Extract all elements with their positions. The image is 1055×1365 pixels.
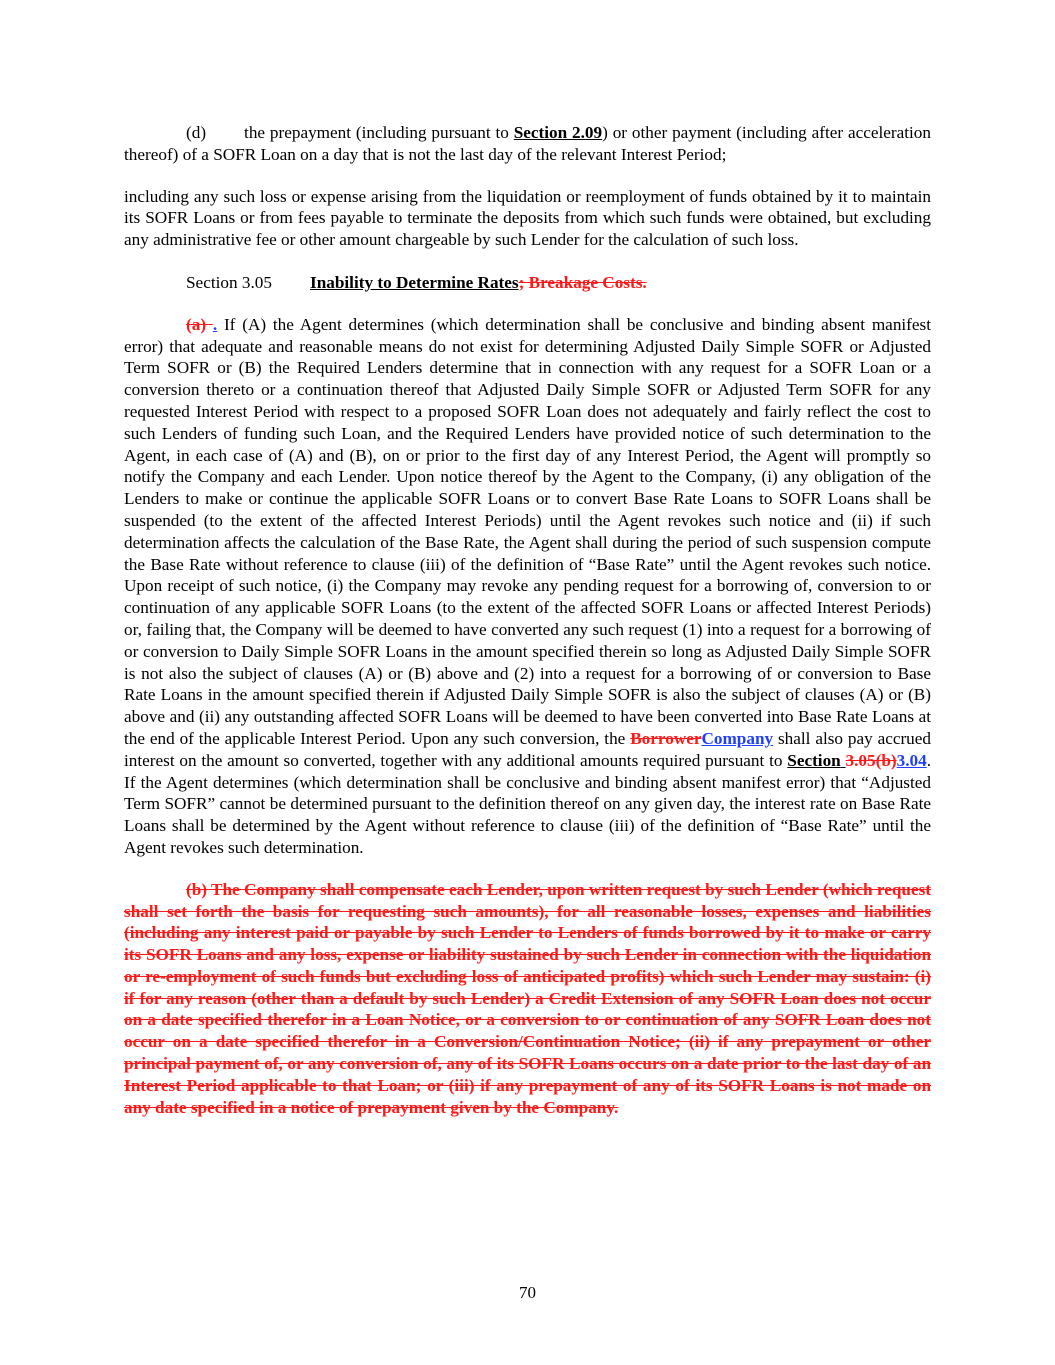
paragraph-a-text-2: shall also pay accrued interest on the amount so converted, together with any additional amounts required pursuant to bbox=[124, 728, 931, 770]
section-reference-label[interactable]: Section bbox=[787, 750, 841, 770]
section-number: Section 3.05 bbox=[186, 272, 272, 292]
inserted-period: . bbox=[212, 314, 218, 334]
deleted-borrower: Borrower bbox=[630, 728, 702, 748]
deleted-title-text: ; Breakage Costs. bbox=[518, 272, 647, 292]
deleted-paragraph-b: (b) The Company shall compensate each Lender, upon written request by such Lender (which request shall set forth the basis for requesting such amounts), for all reasonable losses, expenses and liabilities (including any interest paid or payable by such Lender to Lenders of funds borrowed by it to make or carry its SOFR Loans and any loss, expense or liability sustained by such Lender in connection with the liquidation or re-employment of such funds but excluding loss of anticipated profits) which such Lender may sustain: (i) if for any reason (other than a default by such Lender) a Credit Extension of any SOFR Loan does not occur on a date specified therefor in a Loan Notice, or a conversion to or continuation of any SOFR Loan does not occur on a date specified therefor in a Conversion/Continuation Notice; (ii) if any prepayment or other principal payment of, or any conversion of, any of its SOFR Loans occurs on a date prior to the last day of an Interest Period applicable to that Loan; or (iii) if any prepayment of any of its SOFR Loans is not made on any date specified in a notice of prepayment given by the Company. bbox=[124, 879, 931, 1117]
deleted-section-3-05b: 3.05(b) bbox=[845, 750, 897, 770]
paragraph-d bbox=[124, 122, 931, 166]
paragraph-a-text-3: . If the Agent determines (which determination shall be conclusive and binding absent manifest error) that “Adjusted Term SOFR” cannot be determined pursuant to the definition thereof on any given day, the interest rate on Base Rate Loans shall be determined by the Agent without reference to clause (iii) of the definition of “Base Rate” until the Agent revokes such determination. bbox=[124, 750, 931, 857]
paragraph-including-loss: including any such loss or expense arising from the liquidation or reemployment of funds obtained by it to maintain its SOFR Loans or from fees payable to terminate the deposits from which such funds were obtained, but excluding any administrative fee or other amount chargeable by such Lender for the calculation of such loss. bbox=[124, 186, 931, 250]
inserted-company: Company bbox=[701, 728, 774, 748]
paragraph-d-label: (d) bbox=[186, 123, 207, 142]
page-number: 70 bbox=[519, 1283, 536, 1302]
paragraph-d-text-before: the prepayment (including pursuant to bbox=[244, 123, 514, 142]
deleted-label-a: (a) bbox=[186, 314, 213, 334]
section-title: Inability to Determine Rates bbox=[310, 272, 519, 292]
inserted-section-3-04[interactable]: 3.04 bbox=[896, 750, 927, 770]
paragraph-a bbox=[124, 314, 931, 859]
section-3-05-heading bbox=[124, 272, 931, 294]
document-page bbox=[124, 122, 931, 1118]
paragraph-a-text-1: If (A) the Agent determines (which determination shall be conclusive and binding absent manifest error) that adequate and reasonable means do not exist for determining Adjusted Daily Simple SOFR or Adjusted Term SOFR or (B) the Required Lenders determine that in connection with any request for a SOFR Loan or a conversion thereto or a continuation thereof that Adjusted Daily Simple SOFR or Adjusted Term SOFR for any requested Interest Period with respect to a proposed SOFR Loan does not adequately and fairly reflect the cost to such Lenders of funding such Loan, and the Required Lenders have provided notice of such determination to the Agent, in each case of (A) and (B), on or prior to the first day of any Interest Period, the Agent will promptly so notify the Company and each Lender. Upon notice thereof by the Agent to the Company, (i) any obligation of the Lenders to make or continue the applicable SOFR Loans or to convert Base Rate Loans to SOFR Loans shall be suspended (to the extent of the affected Interest Periods) until the Agent revokes such notice and (ii) if such determination affects the calculation of the Base Rate, the Agent shall during the period of such suspension compute the Base Rate without reference to clause (iii) of the definition of “Base Rate” until the Agent revokes such notice. Upon receipt of such notice, (i) the Company may revoke any pending request for a borrowing of, conversion to or continuation of any applicable SOFR Loans (to the extent of the affected SOFR Loans or affected Interest Periods) or, failing that, the Company will be deemed to have converted any such request (1) into a request for a borrowing of or conversion to Daily Simple SOFR Loans in the amount specified therein so long as Adjusted Daily Simple SOFR is not also the subject of clauses (A) or (B) above and (2) into a request for a borrowing of or conversion to Base Rate Loans in the amount specified therein if Adjusted Daily Simple SOFR is also the subject of clauses (A) or (B) above and (ii) any outstanding affected SOFR Loans will be deemed to have been converted into Base Rate Loans at the end of the applicable Interest Period. Upon any such conversion, the bbox=[124, 314, 932, 748]
paragraph-d-text-after: ) or other payment (including after acceleration thereof) of a SOFR Loan on a day that is not the last day of the relevant Interest Period; bbox=[124, 123, 931, 164]
section-2-09-reference[interactable]: Section 2.09 bbox=[513, 123, 603, 142]
